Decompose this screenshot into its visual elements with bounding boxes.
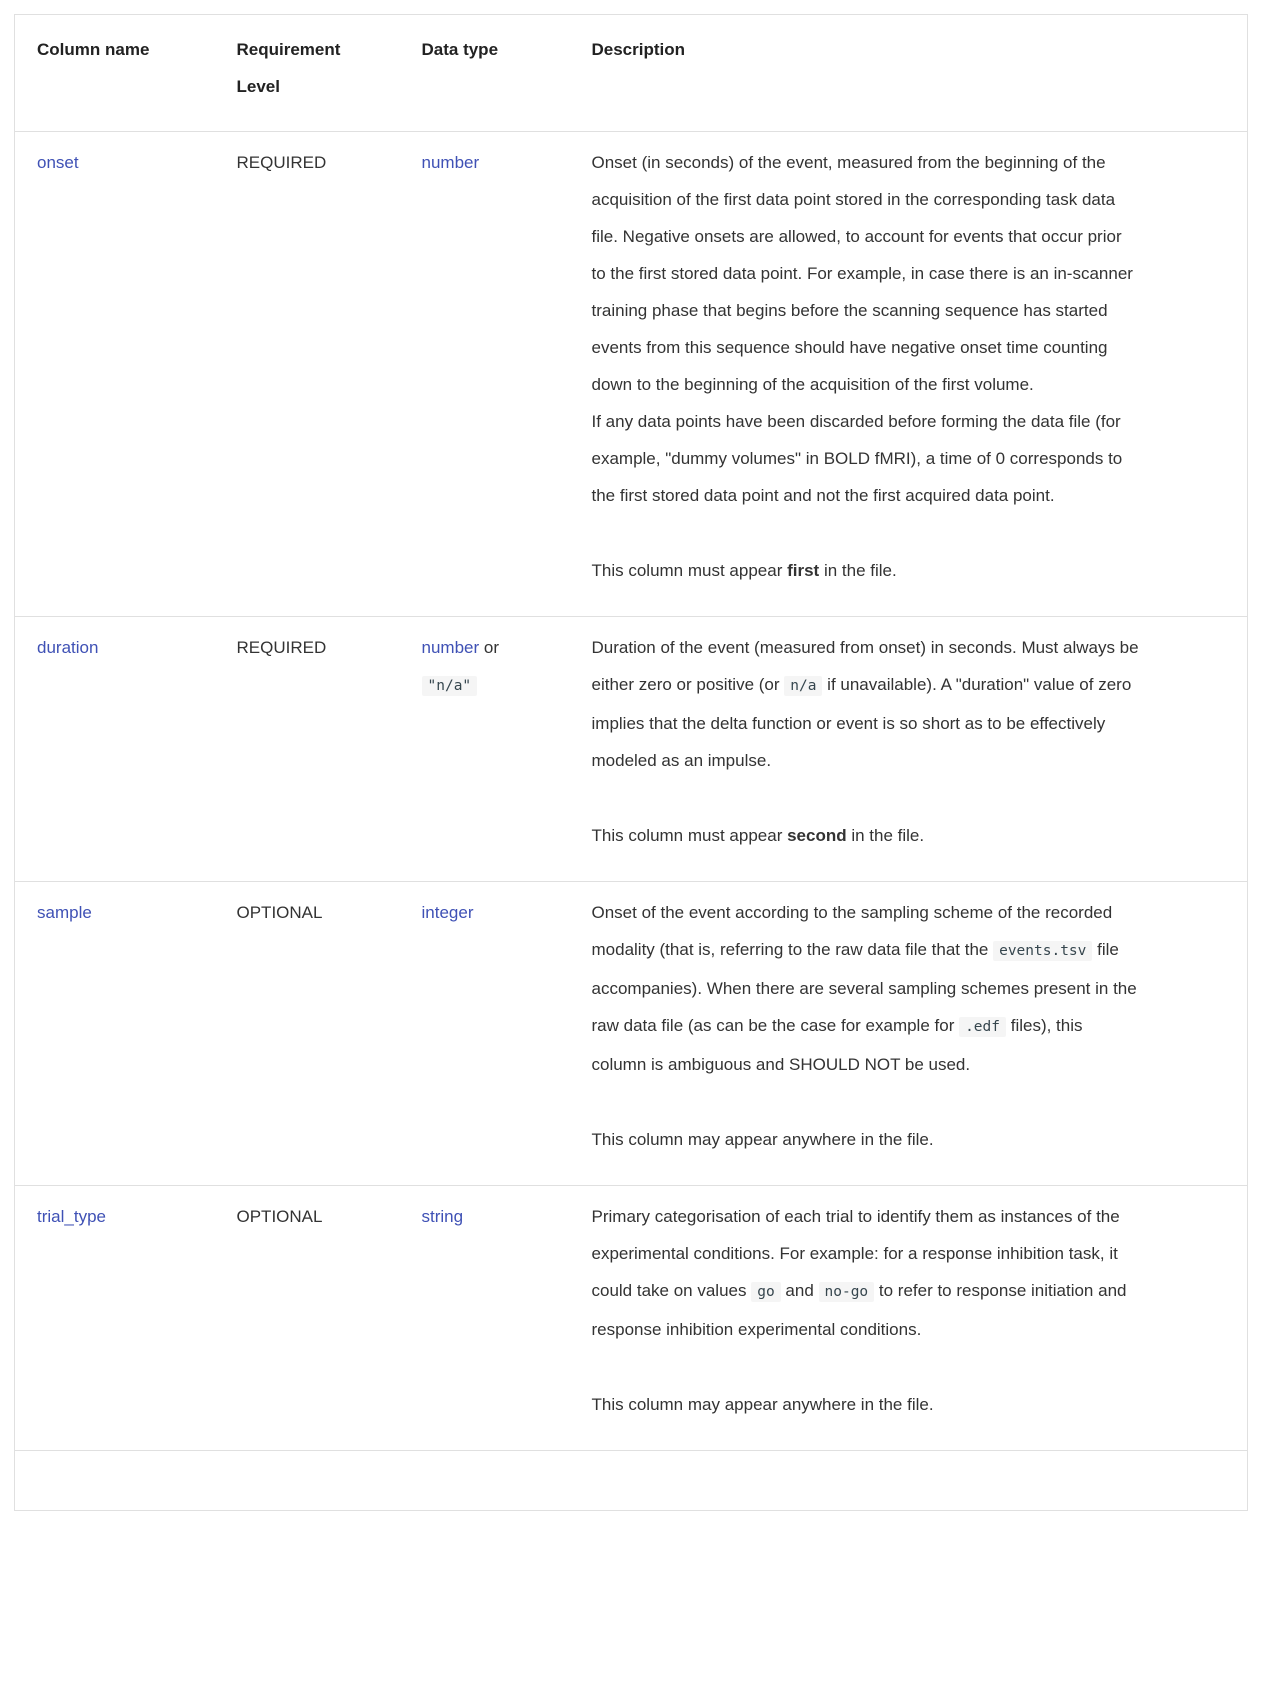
data-type-link[interactable]: number bbox=[421, 638, 480, 657]
code-span: .edf bbox=[959, 1017, 1006, 1037]
requirement-level-value: REQUIRED bbox=[236, 153, 327, 172]
description-content bbox=[592, 894, 1140, 1158]
description-paragraph: Duration of the event (measured from onset) in seconds. Must always be either zero or positive (or n/a if unavailable). A "duration" value of zero implies that the delta function or event is so short as to be effectively modeled as an impulse. bbox=[591, 638, 1139, 770]
columns-spec-table bbox=[14, 14, 1248, 1511]
column-name-link[interactable]: onset bbox=[37, 153, 79, 172]
requirement-level-cell bbox=[215, 882, 400, 1186]
column-name-cell bbox=[15, 617, 215, 882]
table-row bbox=[15, 617, 1248, 882]
description-cell bbox=[570, 1186, 1248, 1451]
description-content bbox=[592, 144, 1140, 589]
description-paragraph: Onset (in seconds) of the event, measured from the beginning of the acquisition of the first data point stored in the corresponding task data file. Negative onsets are allowed, to account for events that occur prior to the first stored data point. For example, in case there is an in-scanner training phase that begins before the scanning sequence has started events from this sequence should have negative onset time counting down to the beginning of the acquisition of the first volume. If any data points have been discarded before forming the data file (for example, "dummy volumes" in BOLD fMRI), a time of 0 corresponds to the first stored data point and not the first acquired data point. bbox=[591, 153, 1133, 505]
table-row bbox=[15, 1186, 1248, 1451]
data-type-cell: number or "n/a" bbox=[400, 617, 570, 882]
requirement-level-value: OPTIONAL bbox=[236, 1207, 323, 1226]
description-cell bbox=[570, 882, 1248, 1186]
description-paragraph: Primary categorisation of each trial to identify them as instances of the experimental conditions. For example: for a response inhibition task, it could take on values go and no-go to refer to response initiation and response inhibition experimental conditions. bbox=[591, 1207, 1127, 1339]
description-paragraph: This column must appear first in the file. bbox=[591, 561, 897, 580]
data-type-cell bbox=[400, 882, 570, 1186]
column-name-link[interactable]: trial_type bbox=[37, 1207, 106, 1226]
code-span: no-go bbox=[819, 1282, 875, 1302]
requirement-level-cell bbox=[215, 1186, 400, 1451]
data-type-link[interactable]: string bbox=[421, 1207, 464, 1226]
column-header-column-name: Column name bbox=[15, 15, 215, 132]
table-header-row bbox=[15, 15, 1248, 132]
description-content bbox=[592, 629, 1140, 854]
column-header-requirement-level: Requirement Level bbox=[215, 15, 400, 132]
description-cell bbox=[570, 617, 1248, 882]
data-type-cell bbox=[400, 1186, 570, 1451]
description-content bbox=[592, 1198, 1140, 1423]
table-body bbox=[15, 132, 1248, 1511]
description-paragraph: Onset of the event according to the sampling scheme of the recorded modality (that is, referring to the raw data file that the events.tsv file accompanies). When there are several sampling schemes present in the raw data file (as can be the case for example for .edf files), this column is ambiguous and SHOULD NOT be used. bbox=[591, 903, 1137, 1074]
table-row bbox=[15, 882, 1248, 1186]
code-span: "n/a" bbox=[422, 676, 478, 696]
column-name-link[interactable]: duration bbox=[37, 638, 99, 657]
data-type-cell bbox=[400, 132, 570, 617]
description-paragraph: This column must appear second in the file. bbox=[591, 826, 925, 845]
code-span: events.tsv bbox=[993, 941, 1092, 961]
requirement-level-cell bbox=[215, 617, 400, 882]
partial-row-cell bbox=[15, 1451, 1248, 1511]
description-cell bbox=[570, 132, 1248, 617]
requirement-level-cell bbox=[215, 132, 400, 617]
table-header bbox=[15, 15, 1248, 132]
column-name-link[interactable]: sample bbox=[37, 903, 92, 922]
description-paragraph: This column may appear anywhere in the file. bbox=[591, 1130, 934, 1149]
code-span: go bbox=[751, 1282, 780, 1302]
column-header-description: Description bbox=[570, 15, 1248, 132]
table-row-partial bbox=[15, 1451, 1248, 1511]
code-span: n/a bbox=[784, 676, 822, 696]
bold-text: second bbox=[787, 826, 847, 845]
column-name-cell bbox=[15, 882, 215, 1186]
table-row bbox=[15, 132, 1248, 617]
requirement-level-value: REQUIRED bbox=[236, 638, 327, 657]
description-paragraph: This column may appear anywhere in the file. bbox=[591, 1395, 934, 1414]
bold-text: first bbox=[787, 561, 820, 580]
data-type-link[interactable]: integer bbox=[421, 903, 474, 922]
column-name-cell bbox=[15, 132, 215, 617]
requirement-level-value: OPTIONAL bbox=[236, 903, 323, 922]
data-type-link[interactable]: number bbox=[421, 153, 480, 172]
column-name-cell bbox=[15, 1186, 215, 1451]
column-header-data-type: Data type bbox=[400, 15, 570, 132]
